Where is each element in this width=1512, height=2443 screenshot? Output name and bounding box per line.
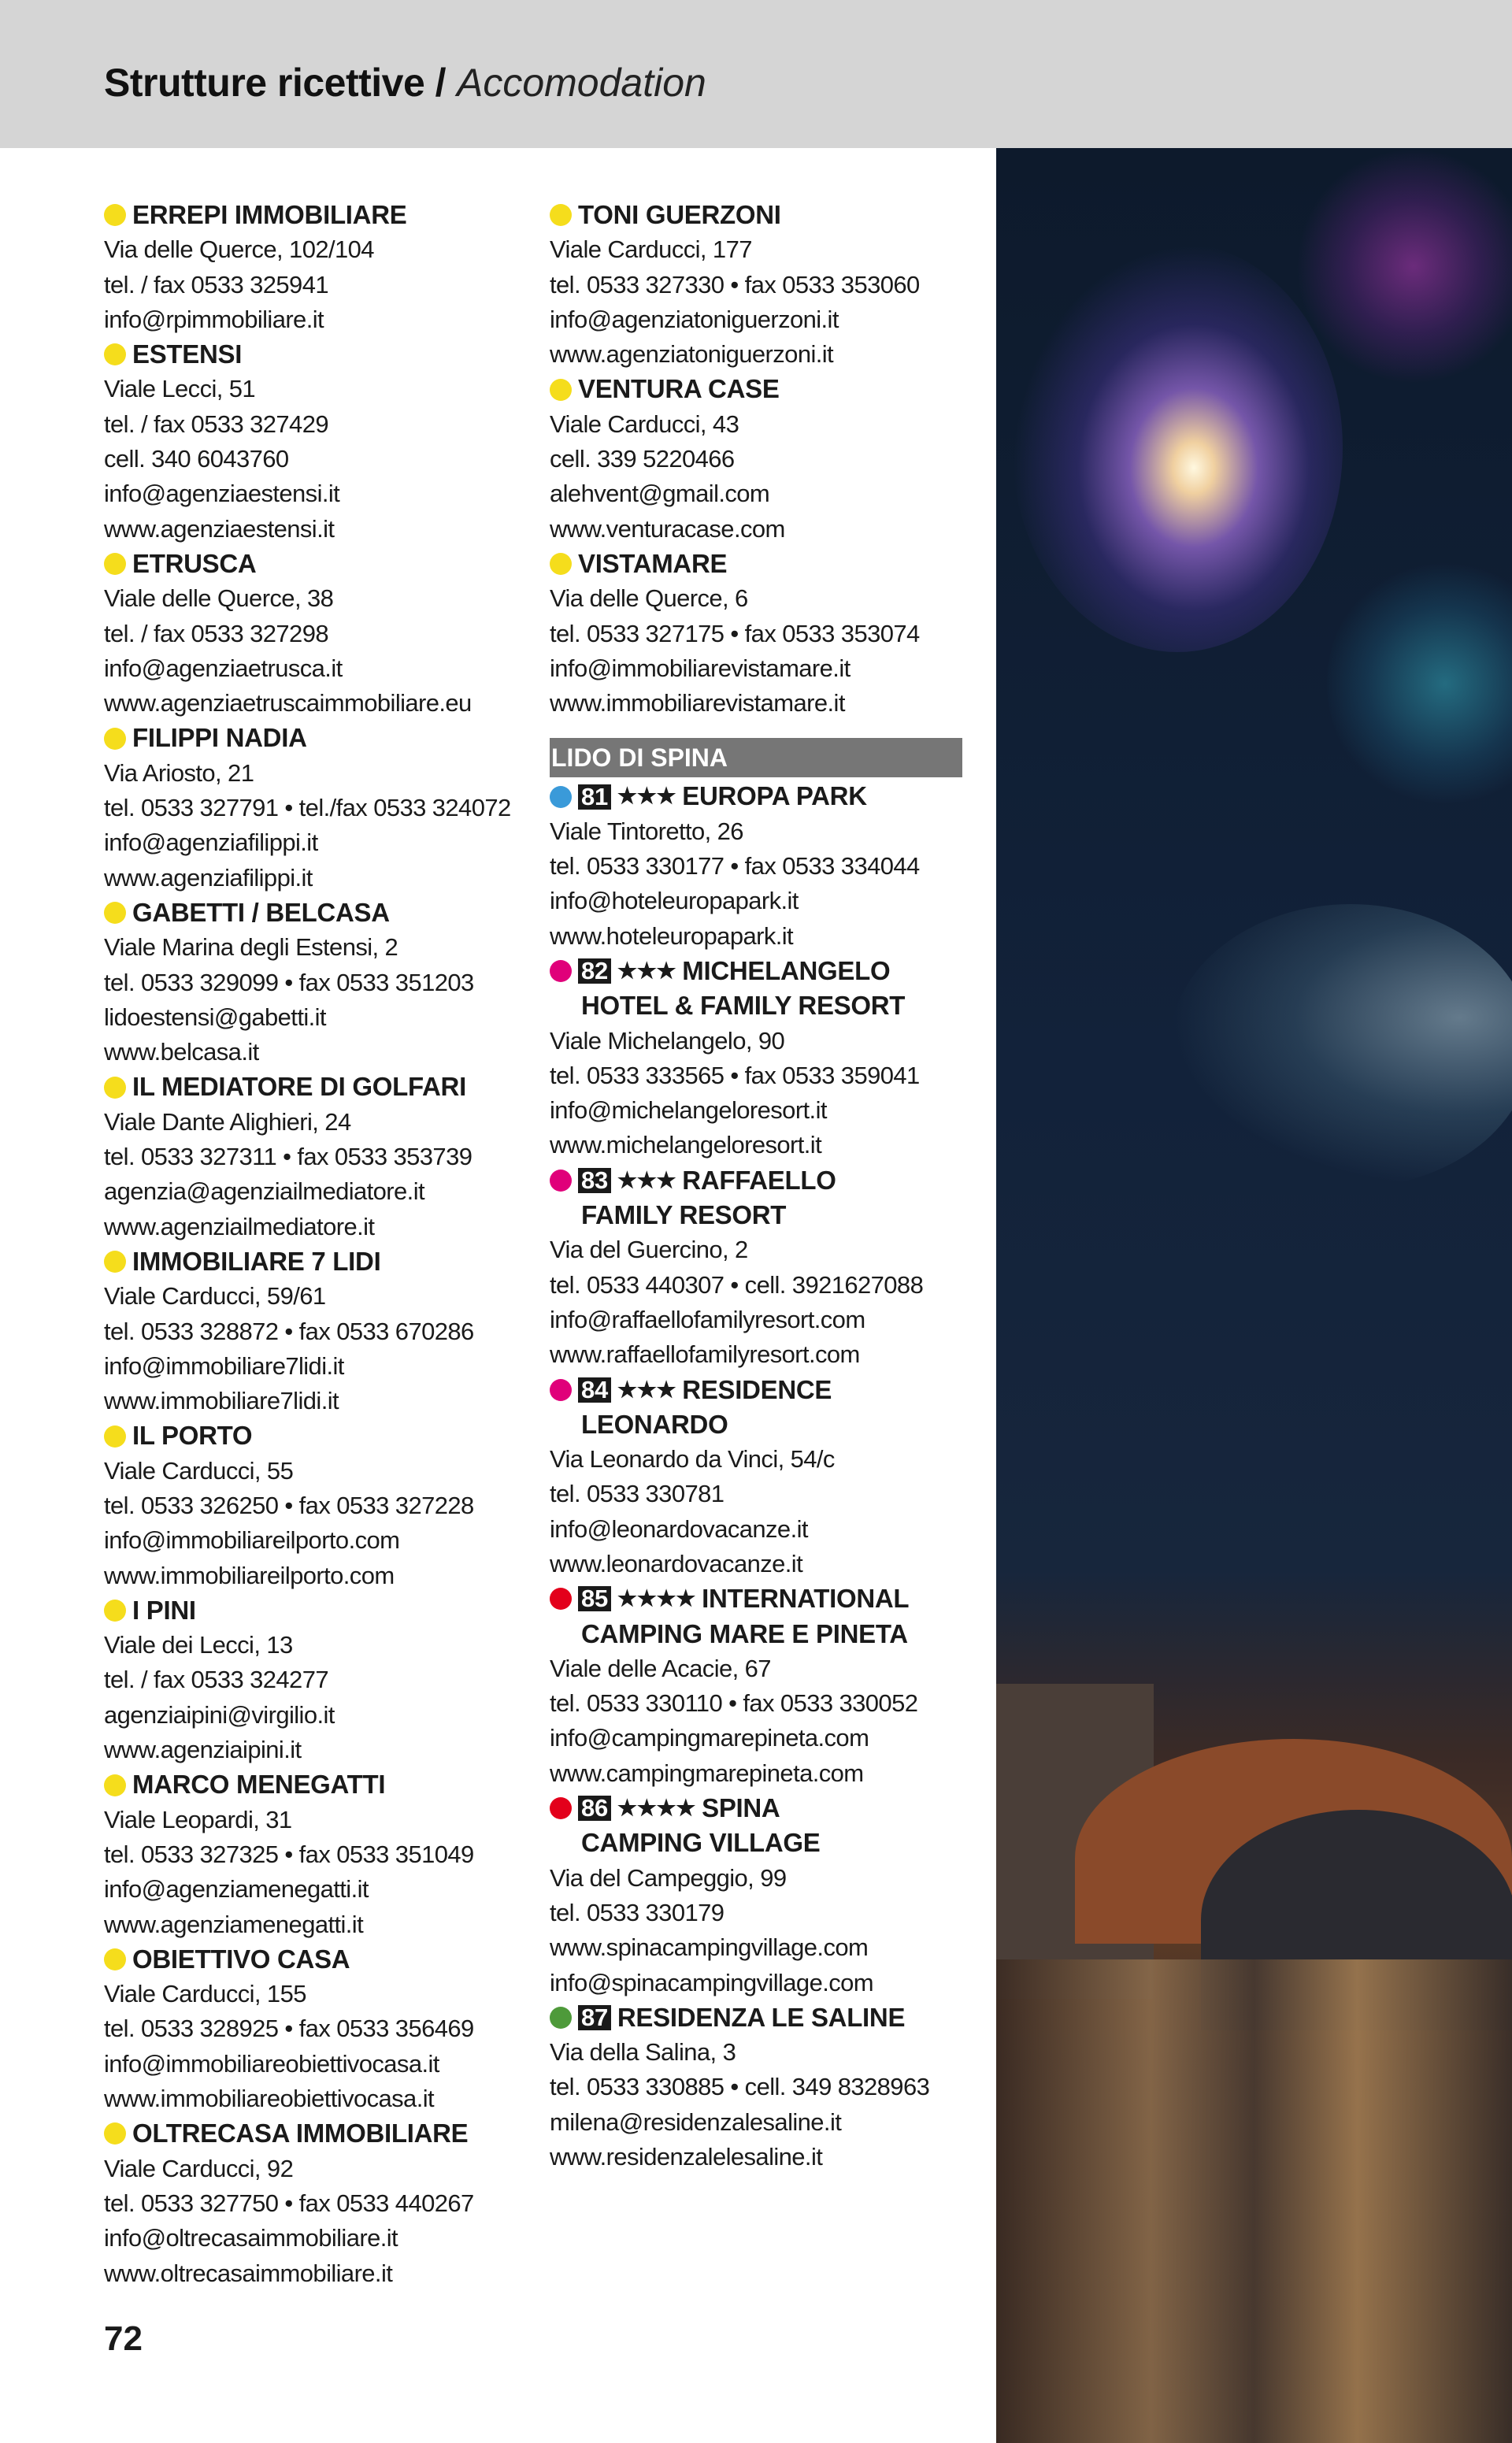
category-dot-icon — [104, 902, 126, 924]
address: Viale Carducci, 43 — [550, 410, 739, 438]
listing-name: IL MEDIATORE DI GOLFARI — [132, 1072, 466, 1102]
listing-name-line — [104, 1244, 545, 1279]
address: Viale Carducci, 59/61 — [104, 1282, 326, 1310]
listing-name-line — [104, 198, 545, 232]
page-header — [0, 0, 1512, 148]
map-number-badge: 86 — [578, 1796, 611, 1821]
listing-name: OBIETTIVO CASA — [132, 1944, 350, 1974]
category-dot-icon — [550, 379, 572, 401]
listing-name-line — [104, 2116, 545, 2151]
address: Via Leonardo da Vinci, 54/c — [550, 1445, 835, 1474]
phone: tel. 0533 330781 — [550, 1480, 724, 1508]
listing-entry — [550, 1581, 962, 1791]
address: Viale Dante Alighieri, 24 — [104, 1107, 351, 1136]
website-link[interactable]: www.spinacampingvillage.com — [550, 1933, 869, 1962]
title-english: Accomodation — [456, 61, 706, 105]
email-link[interactable]: info@immobiliareobiettivocasa.it — [104, 2049, 439, 2078]
listing-name: INTERNATIONAL — [702, 1584, 910, 1614]
section-heading: LIDO DI SPINA — [550, 738, 962, 777]
website-link[interactable]: www.venturacase.com — [550, 514, 785, 543]
address: Viale Marina degli Estensi, 2 — [104, 933, 398, 962]
category-dot-icon — [104, 204, 126, 226]
listing-name: ESTENSI — [132, 339, 243, 369]
email-link[interactable]: info@oltrecasaimmobiliare.it — [104, 2224, 398, 2252]
email-link[interactable]: lidoestensi@gabetti.it — [104, 1003, 326, 1031]
listing-entry — [104, 1244, 545, 1418]
category-dot-icon — [104, 1948, 126, 1970]
listing-entry — [104, 1593, 545, 1767]
phone: tel. / fax 0533 325941 — [104, 270, 328, 298]
listing-name-line — [550, 1581, 962, 1616]
listing-name-continued: FAMILY RESORT — [581, 1200, 787, 1230]
email-link[interactable]: milena@residenzalesaline.it — [550, 2108, 842, 2136]
listing-name-line — [104, 547, 545, 581]
website-link[interactable]: www.oltrecasaimmobiliare.it — [104, 2259, 393, 2287]
listing-name: SPINA — [702, 1793, 780, 1823]
email-link[interactable]: alehvent@gmail.com — [550, 480, 770, 508]
listing-name-line — [550, 1163, 962, 1198]
phone: tel. 0533 326250 • fax 0533 327228 — [104, 1491, 474, 1519]
listing-name-line — [104, 1767, 545, 1802]
phone: tel. 0533 330885 • cell. 349 8328963 — [550, 2073, 930, 2101]
website-link[interactable]: www.immobiliarevistamare.it — [550, 689, 845, 717]
address: Via del Guercino, 2 — [550, 1236, 748, 1264]
email-link[interactable]: info@raffaellofamilyresort.com — [550, 1305, 865, 1333]
phone: tel. 0533 333565 • fax 0533 359041 — [550, 1061, 920, 1089]
category-dot-icon — [550, 1797, 572, 1819]
listing-entry — [104, 721, 545, 895]
listing-name: FILIPPI NADIA — [132, 723, 307, 753]
listing-name-line — [104, 895, 545, 930]
email-link[interactable]: info@spinacampingvillage.com — [550, 1968, 873, 1996]
listing-name-line — [550, 954, 962, 988]
phone: tel. 0533 330179 — [550, 1898, 724, 1926]
email-link[interactable]: info@immobiliarevistamare.it — [550, 654, 850, 682]
listing-name-line — [550, 2000, 962, 2035]
listing-name: MARCO MENEGATTI — [132, 1770, 386, 1800]
email-link[interactable]: info@agenziaetrusca.it — [104, 654, 343, 682]
email-link[interactable]: info@agenziamenegatti.it — [104, 1875, 369, 1904]
listing-name: MICHELANGELO — [682, 955, 891, 985]
left-column — [104, 198, 545, 2291]
website-link[interactable]: www.agenziamenegatti.it — [104, 1910, 364, 1938]
email-link[interactable]: info@hoteleuropapark.it — [550, 887, 799, 915]
listing-name: GABETTI / BELCASA — [132, 897, 390, 927]
website-link[interactable]: www.michelangeloresort.it — [550, 1131, 822, 1159]
listing-entry — [550, 372, 962, 546]
listing-name: EUROPA PARK — [682, 781, 867, 811]
listing-entry — [104, 547, 545, 721]
address: Via della Salina, 3 — [550, 2038, 736, 2067]
category-dot-icon — [104, 1600, 126, 1622]
star-rating: ★★★ — [617, 1167, 676, 1192]
phone: tel. 0533 327311 • fax 0533 353739 — [104, 1143, 472, 1171]
address: Via delle Querce, 102/104 — [104, 235, 374, 264]
listing-name: IMMOBILIARE 7 LIDI — [132, 1246, 381, 1276]
category-dot-icon — [104, 1774, 126, 1796]
listing-name: RESIDENCE — [682, 1374, 832, 1404]
category-dot-icon — [550, 1588, 572, 1610]
map-number-badge: 84 — [578, 1377, 611, 1403]
star-rating: ★★★★ — [617, 1586, 696, 1611]
star-rating: ★★★★ — [617, 1796, 696, 1821]
listing-name-continued: LEONARDO — [581, 1409, 728, 1439]
category-dot-icon — [550, 553, 572, 575]
address: Viale Lecci, 51 — [104, 375, 256, 403]
website-link[interactable]: www.agenziaestensi.it — [104, 514, 335, 543]
phone: tel. 0533 328925 • fax 0533 356469 — [104, 2015, 474, 2043]
phone: tel. 0533 327325 • fax 0533 351049 — [104, 1840, 474, 1868]
listing-entry — [550, 198, 962, 372]
category-dot-icon — [550, 1170, 572, 1192]
category-dot-icon — [104, 1425, 126, 1448]
category-dot-icon — [104, 1251, 126, 1273]
email-link[interactable]: info@michelangeloresort.it — [550, 1096, 827, 1125]
listing-name-line — [104, 1593, 545, 1628]
map-number-badge: 83 — [578, 1168, 611, 1193]
phone: cell. 340 6043760 — [104, 445, 289, 473]
website-link[interactable]: www.leonardovacanze.it — [550, 1549, 803, 1577]
address: Via delle Querce, 6 — [550, 584, 748, 613]
listing-name-line — [104, 721, 545, 755]
category-dot-icon — [550, 960, 572, 982]
listing-entry — [550, 954, 962, 1163]
listing-name: ERREPI IMMOBILIARE — [132, 200, 407, 229]
website-link[interactable]: www.hoteleuropapark.it — [550, 921, 794, 950]
address: Viale Carducci, 155 — [104, 1980, 306, 2008]
canal-water — [996, 1959, 1512, 2443]
website-link[interactable]: www.immobiliareobiettivocasa.it — [104, 2085, 435, 2113]
phone: tel. 0533 440307 • cell. 3921627088 — [550, 1270, 924, 1299]
star-rating: ★★★ — [617, 958, 676, 983]
right-column — [550, 198, 962, 2174]
email-link[interactable]: agenzia@agenziailmediatore.it — [104, 1177, 424, 1206]
website-link[interactable]: www.immobiliareilporto.com — [104, 1561, 395, 1589]
category-dot-icon — [550, 204, 572, 226]
category-dot-icon — [104, 1077, 126, 1099]
category-dot-icon — [104, 553, 126, 575]
email-link[interactable]: info@immobiliare7lidi.it — [104, 1351, 344, 1380]
listing-name: RAFFAELLO — [682, 1165, 836, 1195]
map-number-badge: 87 — [578, 2005, 611, 2030]
category-dot-icon — [550, 2007, 572, 2029]
phone: tel. 0533 330177 • fax 0533 334044 — [550, 852, 920, 880]
star-rating: ★★★ — [617, 1377, 676, 1402]
page-number: 72 — [104, 2319, 143, 2358]
website-link[interactable]: www.agenziaetruscaimmobiliare.eu — [104, 689, 472, 717]
phone: cell. 339 5220466 — [550, 445, 735, 473]
category-dot-icon — [104, 2122, 126, 2145]
firework-burst — [1295, 148, 1512, 384]
listing-name: ETRUSCA — [132, 548, 257, 578]
phone: tel. 0533 330110 • fax 0533 330052 — [550, 1689, 918, 1718]
listing-name-line — [550, 372, 962, 406]
listing-name-line — [550, 779, 962, 814]
phone: tel. 0533 327175 • fax 0533 353074 — [550, 619, 920, 647]
email-link[interactable]: info@agenziaestensi.it — [104, 480, 340, 508]
website-link[interactable]: www.campingmarepineta.com — [550, 1759, 864, 1787]
listing-name: IL PORTO — [132, 1421, 253, 1451]
address: Viale delle Querce, 38 — [104, 584, 334, 613]
listing-name-line — [104, 337, 545, 372]
website-link[interactable]: www.residenzalelesaline.it — [550, 2143, 823, 2171]
listing-entry — [104, 2116, 545, 2290]
email-link[interactable]: agenziaipini@virgilio.it — [104, 1700, 335, 1729]
address: Viale delle Acacie, 67 — [550, 1654, 771, 1682]
website-link[interactable]: www.agenziaipini.it — [104, 1736, 302, 1764]
website-link[interactable]: www.belcasa.it — [104, 1038, 259, 1066]
listing-name: VENTURA CASE — [578, 374, 780, 404]
phone: tel. 0533 327330 • fax 0533 353060 — [550, 270, 920, 298]
phone: tel. / fax 0533 324277 — [104, 1666, 328, 1694]
phone: tel. 0533 327791 • tel./fax 0533 324072 — [104, 794, 511, 822]
address: Viale Michelangelo, 90 — [550, 1026, 785, 1055]
star-rating: ★★★ — [617, 784, 676, 809]
email-link[interactable]: info@campingmarepineta.com — [550, 1724, 869, 1752]
address: Viale Leopardi, 31 — [104, 1805, 292, 1833]
listing-name-line — [550, 198, 962, 232]
listing-name-continued: CAMPING MARE E PINETA — [581, 1618, 908, 1648]
listing-name: TONI GUERZONI — [578, 200, 781, 229]
listing-entry — [550, 547, 962, 721]
website-link[interactable]: www.immobiliare7lidi.it — [104, 1387, 339, 1415]
page-title — [104, 55, 706, 110]
listing-name-line — [550, 1791, 962, 1826]
listing-entry — [104, 1418, 545, 1592]
category-dot-icon — [550, 786, 572, 808]
address: Viale Carducci, 177 — [550, 235, 752, 264]
title-italian: Strutture ricettive / — [104, 61, 447, 105]
listing-name: RESIDENZA LE SALINE — [617, 2002, 906, 2032]
phone: tel. / fax 0533 327429 — [104, 410, 328, 438]
address: Viale Carducci, 55 — [104, 1456, 294, 1485]
website-link[interactable]: www.raffaellofamilyresort.com — [550, 1340, 860, 1369]
listing-name-line — [550, 1373, 962, 1407]
listing-name-line — [104, 1942, 545, 1977]
email-link[interactable]: info@rpimmobiliare.it — [104, 305, 324, 333]
listing-name-line — [104, 1418, 545, 1453]
address: Via Ariosto, 21 — [104, 758, 254, 787]
listing-entry — [550, 1373, 962, 1582]
email-link[interactable]: info@leonardovacanze.it — [550, 1514, 808, 1543]
listing-entry — [550, 2000, 962, 2174]
map-number-badge: 85 — [578, 1586, 611, 1611]
listing-entry — [104, 337, 545, 547]
website-link[interactable]: www.agenziafilippi.it — [104, 863, 313, 892]
listing-entry — [104, 198, 545, 337]
email-link[interactable]: info@agenziatoniguerzoni.it — [550, 305, 839, 333]
address: Viale Carducci, 92 — [104, 2154, 294, 2182]
website-link[interactable]: www.agenziailmediatore.it — [104, 1212, 375, 1240]
listing-entry — [550, 779, 962, 953]
website-link[interactable]: www.agenziatoniguerzoni.it — [550, 340, 834, 369]
phone: tel. 0533 329099 • fax 0533 351203 — [104, 968, 474, 996]
listing-name: I PINI — [132, 1595, 196, 1625]
category-dot-icon — [104, 343, 126, 365]
map-number-badge: 81 — [578, 784, 611, 810]
email-link[interactable]: info@agenziafilippi.it — [104, 829, 318, 857]
listing-entry — [104, 1942, 545, 2116]
firework-burst — [1012, 243, 1343, 652]
email-link[interactable]: info@immobiliareilporto.com — [104, 1526, 400, 1555]
fireworks-photo — [996, 148, 1512, 2443]
listing-entry — [550, 1163, 962, 1373]
listing-entry — [104, 895, 545, 1070]
firework-burst — [1327, 558, 1512, 810]
address: Viale dei Lecci, 13 — [104, 1631, 293, 1659]
phone: tel. / fax 0533 327298 — [104, 619, 328, 647]
listing-entry — [104, 1767, 545, 1941]
address: Via del Campeggio, 99 — [550, 1863, 787, 1892]
listing-name: VISTAMARE — [578, 548, 728, 578]
listing-name: OLTRECASA IMMOBILIARE — [132, 2119, 469, 2148]
listing-name-continued: HOTEL & FAMILY RESORT — [581, 991, 906, 1021]
listing-entry — [550, 1791, 962, 2000]
listing-name-continued: CAMPING VILLAGE — [581, 1828, 821, 1858]
listing-name-line — [104, 1070, 545, 1104]
address: Viale Tintoretto, 26 — [550, 817, 743, 845]
firework-burst — [1169, 904, 1512, 1188]
category-dot-icon — [104, 728, 126, 750]
phone: tel. 0533 327750 • fax 0533 440267 — [104, 2189, 474, 2217]
listing-entry — [104, 1070, 545, 1244]
category-dot-icon — [550, 1379, 572, 1401]
listing-name-line — [550, 547, 962, 581]
map-number-badge: 82 — [578, 958, 611, 984]
phone: tel. 0533 328872 • fax 0533 670286 — [104, 1317, 474, 1345]
